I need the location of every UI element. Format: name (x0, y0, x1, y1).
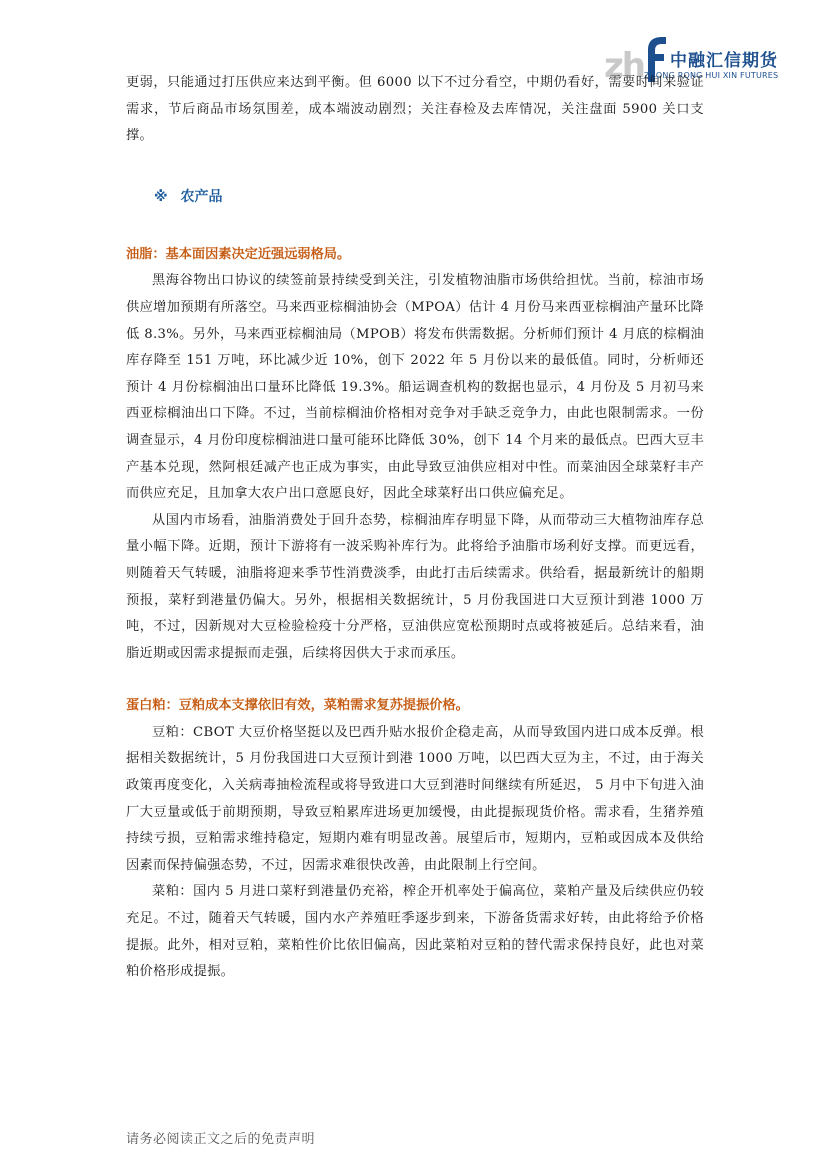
section-marker: ※ (154, 188, 168, 205)
oils-paragraph-1: 黑海谷物出口协议的续签前景持续受到关注，引发植物油脂市场供给担忧。当前，棕油市场供应增加预期有所落空。马来西亚棕榈油协会（MPOA）估计 4 月份马来西亚棕榈油产量环比降低 8.3%。另外，马来西亚棕榈油局（MPOB）将发布供需数据。分析师们预计 4 月底的棕榈油库存降至 151 万吨，环比减少近 10%，创下 2022 年 5 月份以来的最低值。同时，分析师还预计 4 月份棕榈油出口量环比降低 19.3%。船运调查机构的数据也显示，4 月份及 5 月初马来西亚棕榈油出口下降。不过，当前棕榈油价格相对竞争对手缺乏竞争力，由此也限制需求。一份调查显示，4 月份印度棕榈油进口量可能环比降低 30%，创下 14 个月来的最低点。巴西大豆丰产基本兑现，然阿根廷减产也正成为事实，由此导致豆油供应相对中性。而菜油因全球菜籽丰产而供应充足，且加拿大农户出口意愿良好，因此全球菜籽出口供应偏充足。 (126, 273, 704, 502)
section-heading (126, 184, 704, 210)
meal-heading: 蛋白粕：豆粕成本支撑依旧有效，菜粕需求复苏提振价格。 (126, 698, 469, 714)
oils-paragraph-2: 从国内市场看，油脂消费处于回升态势，棕榈油库存明显下降，从而带动三大植物油库存总量小幅下降。近期，预计下游将有一波采购补库行为。此将给予油脂市场利好支撑。而更远看，则随着天气转暖，油脂将迎来季节性消费淡季，由此打击后续需求。供给看，据最新统计的船期预报，菜籽到港量仍偏大。另外，根据相关数据统计，5 月份我国进口大豆预计到港 1000 万吨，不过，因新规对大豆检验检疫十分严格，豆油供应宽松预期时点或将被延后。总结来看，油脂近期或因需求提振而走强，后续将因供大于求而承压。 (126, 512, 704, 661)
company-name-cn: 中融汇信期货 (670, 51, 778, 71)
oils-heading: 油脂：基本面因素决定近强远弱格局。 (126, 246, 351, 262)
section-title: 农产品 (180, 188, 223, 205)
logo-mark: zh (604, 46, 644, 86)
rapeseed-meal-paragraph: 菜粕：国内 5 月进口菜籽到港量仍充裕，榨企开机率处于偏高位，菜粕产量及后续供应仍较充足。不过，随着天气转暖，国内水产养殖旺季逐步到来，下游备货需求好转，由此将给予价格提振。此外，相对豆粕，菜粕性价比依旧偏高，因此菜粕对豆粕的替代需求保持良好，此也对菜粕价格形成提振。 (126, 884, 704, 980)
company-name-en: ZHONG RONG HUI XIN FUTURES (644, 71, 779, 80)
intro-paragraph: 更弱，只能通过打压供应来达到平衡。但 6000 以下不过分看空，中期仍看好，需要时间来验证需求，节后商品市场氛围差，成本端波动剧烈；关注春检及去库情况，关注盘面 5900 关口支撑。 (126, 75, 704, 144)
footer-disclaimer: 请务必阅读正文之后的免责声明 (126, 1132, 316, 1147)
report-body (126, 70, 704, 986)
soymeal-paragraph: 豆粕：CBOT 大豆价格坚挺以及巴西升贴水报价企稳走高，从而导致国内进口成本反弹。根据相关数据统计，5 月份我国进口大豆预计到港 1000 万吨，以巴西大豆为主，不过，由于海关政策再度变化，入关病毒抽检流程或将导致进口大豆到港时间继续有所延迟， 5 月中下旬进入油厂大豆量或低于前期预期，导致豆粕累库进场更加缓慢，由此提振现货价格。需求看，生猪养殖持续亏损，豆粕需求维持稳定，短期内难有明显改善。展望后市，短期内，豆粕或因成本及供给因素而保持偏强态势，不过，因需求难很快改善，由此限制上行空间。 (126, 724, 704, 873)
